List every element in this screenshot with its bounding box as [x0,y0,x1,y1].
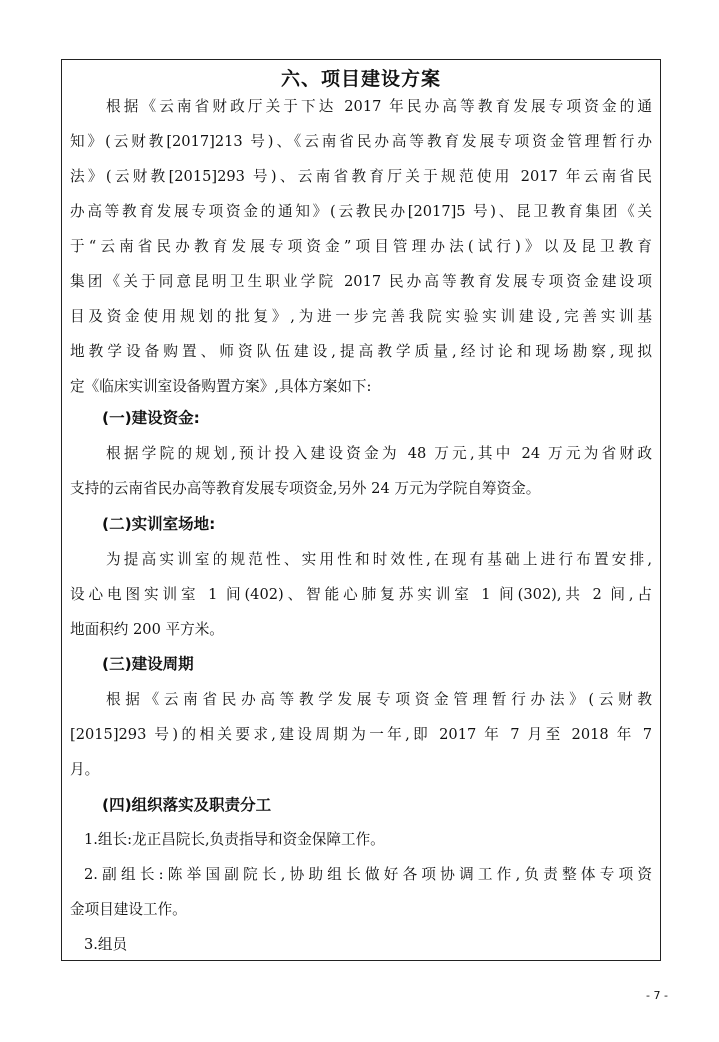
list-item-line: 1.组长:龙正昌院长,负责指导和资金保障工作。 [84,831,385,848]
section-period-paragraph [62,682,660,787]
section-heading-organization: (四)组织落实及职责分工 [102,796,272,814]
content-frame [61,59,661,961]
section-heading-funding: (一)建设资金: [102,409,200,427]
section-heading-site: (二)实训室场地: [102,515,216,533]
intro-line: 集团《关于同意昆明卫生职业学院 2017 民办高等教育发展专项资金建设项 [70,273,652,290]
intro-paragraph [62,89,660,404]
section-site-paragraph [62,542,660,647]
intro-line: 根据《云南省财政厅关于下达 2017 年民办高等教育发展专项资金的通 [106,98,652,115]
list-item-line: 3.组员 [84,936,128,953]
page-title: 六、项目建设方案 [280,68,441,90]
paragraph-line: 地面积约 200 平方米。 [70,621,224,638]
intro-line: 定《临床实训室设备购置方案》,具体方案如下: [70,378,372,395]
intro-line: 知》(云财教[2017]213 号)、《云南省民办高等教育发展专项资金管理暂行办 [70,133,652,150]
paragraph-line: 为提高实训室的规范性、实用性和时效性,在现有基础上进行布置安排, [106,551,652,568]
list-item [62,927,660,962]
list-item-line: 金项目建设工作。 [70,901,187,918]
paragraph-line: 根据学院的规划,预计投入建设资金为 48 万元,其中 24 万元为省财政 [106,445,652,462]
intro-line: 于“云南省民办教育发展专项资金”项目管理办法(试行)》以及昆卫教育 [70,238,652,255]
section-funding-paragraph [62,436,660,506]
paragraph-line: 根据《云南省民办高等教学发展专项资金管理暂行办法》(云财教 [106,691,652,708]
paragraph-line: [2015]293 号)的相关要求,建设周期为一年,即 2017 年 7 月至 2018 年 7 [70,726,652,743]
section-heading-period: (三)建设周期 [102,655,194,673]
list-item [62,857,660,927]
intro-line: 地教学设备购置、师资队伍建设,提高教学质量,经讨论和现场勘察,现拟 [70,343,652,360]
paragraph-line: 支持的云南省民办高等教育发展专项资金,另外 24 万元为学院自筹资金。 [70,480,541,497]
intro-line: 目及资金使用规划的批复》,为进一步完善我院实验实训建设,完善实训基 [70,308,652,325]
intro-line: 办高等教育发展专项资金的通知》(云教民办[2017]5 号)、昆卫教育集团《关 [70,203,652,220]
page-number: - 7 - [646,989,668,1002]
paragraph-line: 月。 [70,761,100,778]
paragraph-line: 设心电图实训室 1 间(402)、智能心肺复苏实训室 1 间(302),共 2 间,占 [70,586,652,603]
list-item [62,822,660,857]
intro-line: 法》(云财教[2015]293 号)、云南省教育厅关于规范使用 2017 年云南省民 [70,168,652,185]
list-item-line: 2.副组长:陈举国副院长,协助组长做好各项协调工作,负责整体专项资 [84,866,652,883]
